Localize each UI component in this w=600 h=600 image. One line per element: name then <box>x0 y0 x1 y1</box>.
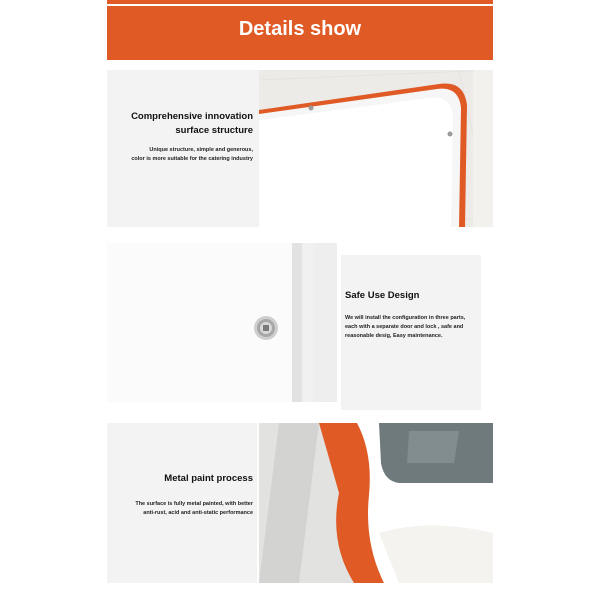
section-3-title: Metal paint process <box>164 473 253 484</box>
photo-metal-paint <box>259 423 493 583</box>
header-banner <box>107 0 493 60</box>
section-2-body <box>345 314 485 341</box>
section-1-title-line1: Comprehensive innovation <box>131 111 253 122</box>
section-1-body-line1: Unique structure, simple and generous, <box>149 147 253 153</box>
section-3-body-line1: The surface is fully metal painted, with better <box>135 501 253 507</box>
section-3-body <box>107 500 253 518</box>
section-1-title-line2: surface structure <box>175 125 253 136</box>
header-divider <box>107 4 493 6</box>
page-title: Details show <box>238 18 362 40</box>
photo-surface-structure <box>259 70 493 227</box>
section-3-body-line2: anti-rust, acid and anti-static performance <box>143 510 253 516</box>
section-2-body-line3: reasonable desig, Easy maintenance. <box>345 333 443 339</box>
section-1-body-line2: color is more suitable for the catering industry <box>131 156 253 162</box>
section-2-body-line1: We will install the configuration in three parts, <box>345 315 466 321</box>
section-1-title <box>107 110 253 138</box>
photo-door-lock <box>107 243 337 402</box>
section-1-body <box>107 146 253 164</box>
section-2-title: Safe Use Design <box>345 290 420 301</box>
section-2-body-line2: each with a separate door and lock , safe and <box>345 324 464 330</box>
